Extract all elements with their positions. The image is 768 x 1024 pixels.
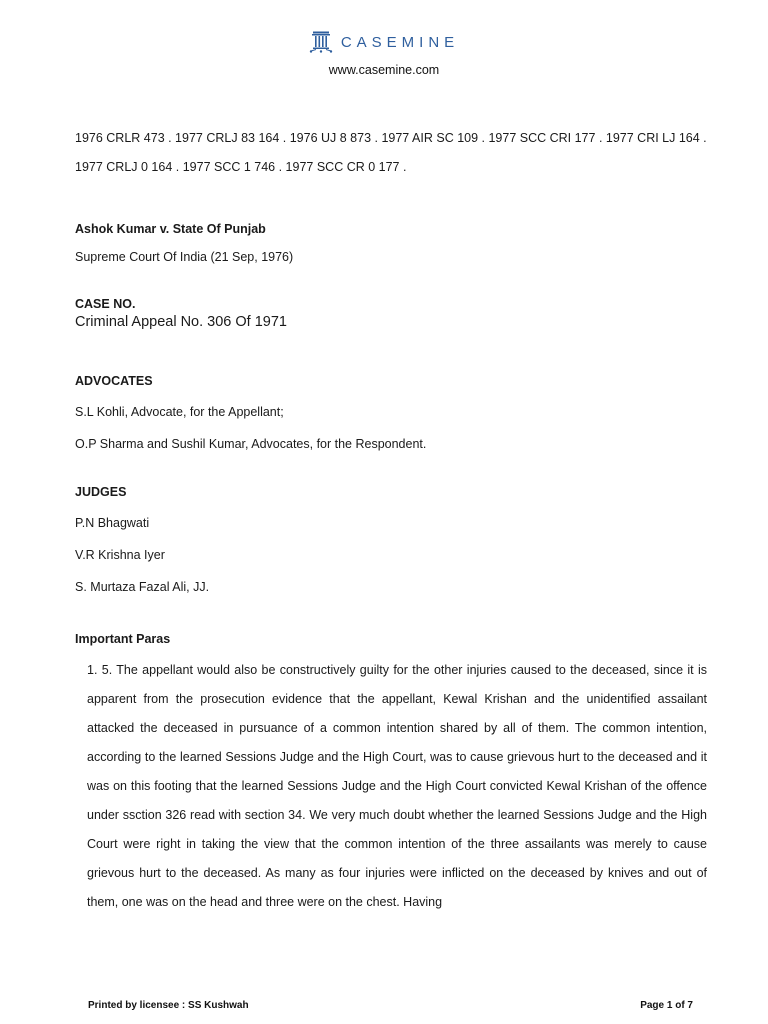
case-title: Ashok Kumar v. State Of Punjab [75,222,266,236]
court-and-date: Supreme Court Of India (21 Sep, 1976) [75,250,294,264]
judge-item: S. Murtaza Fazal Ali, JJ. [75,580,210,594]
citations: 1976 CRLR 473 . 1977 CRLJ 83 164 . 1976 UJ 8 873 . 1977 AIR SC 109 . 1977 SCC CRI 177 . 1977 CRI LJ 164 . 1977 CRLJ 0 164 . 1977 SCC 1 746 . 1977 SCC CR 0 177 . [75,131,707,174]
logo-wordmark: CASEMINE [340,33,460,51]
judge-item: V.R Krishna Iyer [75,548,165,562]
document-body [75,124,707,917]
judges-label: JUDGES [75,485,127,499]
page-footer [88,1000,693,1011]
printed-by-licensee: Printed by licensee : SS Kushwah [88,1000,249,1011]
pillar-logo-icon [309,30,333,54]
page-number: Page 1 of 7 [640,1000,693,1011]
case-no-value: Criminal Appeal No. 306 Of 1971 [75,314,287,330]
important-paras-label: Important Paras [75,632,171,646]
important-para-text: 1. 5. The appellant would also be constructively guilty for the other injuries caused to the deceased, since it is apparent from the prosecution evidence that the appellant, Kewal Krishan and the unidentified assailant attacked the deceased in pursuance of a common intention shared by all of them. The common intention, according to the learned Sessions Judge and the High Court, was to cause grievous hurt to the deceased and it was on this footing that the learned Sessions Judge and the High Court convicted Kewal Krishan of the offence under ssction 326 read with section 34. We very much doubt whether the learned Sessions Judge and the High Court were right in taking the view that the common intention of the three assailants was merely to cause grievous hurt to the deceased. As many as four injuries were inflicted on the deceased by knives and out of them, one was on the head and three were on the chest. Having [87,663,707,909]
advocates-label: ADVOCATES [75,374,153,388]
judge-item: P.N Bhagwati [75,516,150,530]
casemine-logo[interactable] [309,28,459,56]
advocate-item: O.P Sharma and Sushil Kumar, Advocates, for the Respondent. [75,437,427,451]
page-header [0,28,768,77]
site-url[interactable]: www.casemine.com [328,63,440,77]
advocate-item: S.L Kohli, Advocate, for the Appellant; [75,405,284,419]
case-no-label: CASE NO. [75,297,136,311]
